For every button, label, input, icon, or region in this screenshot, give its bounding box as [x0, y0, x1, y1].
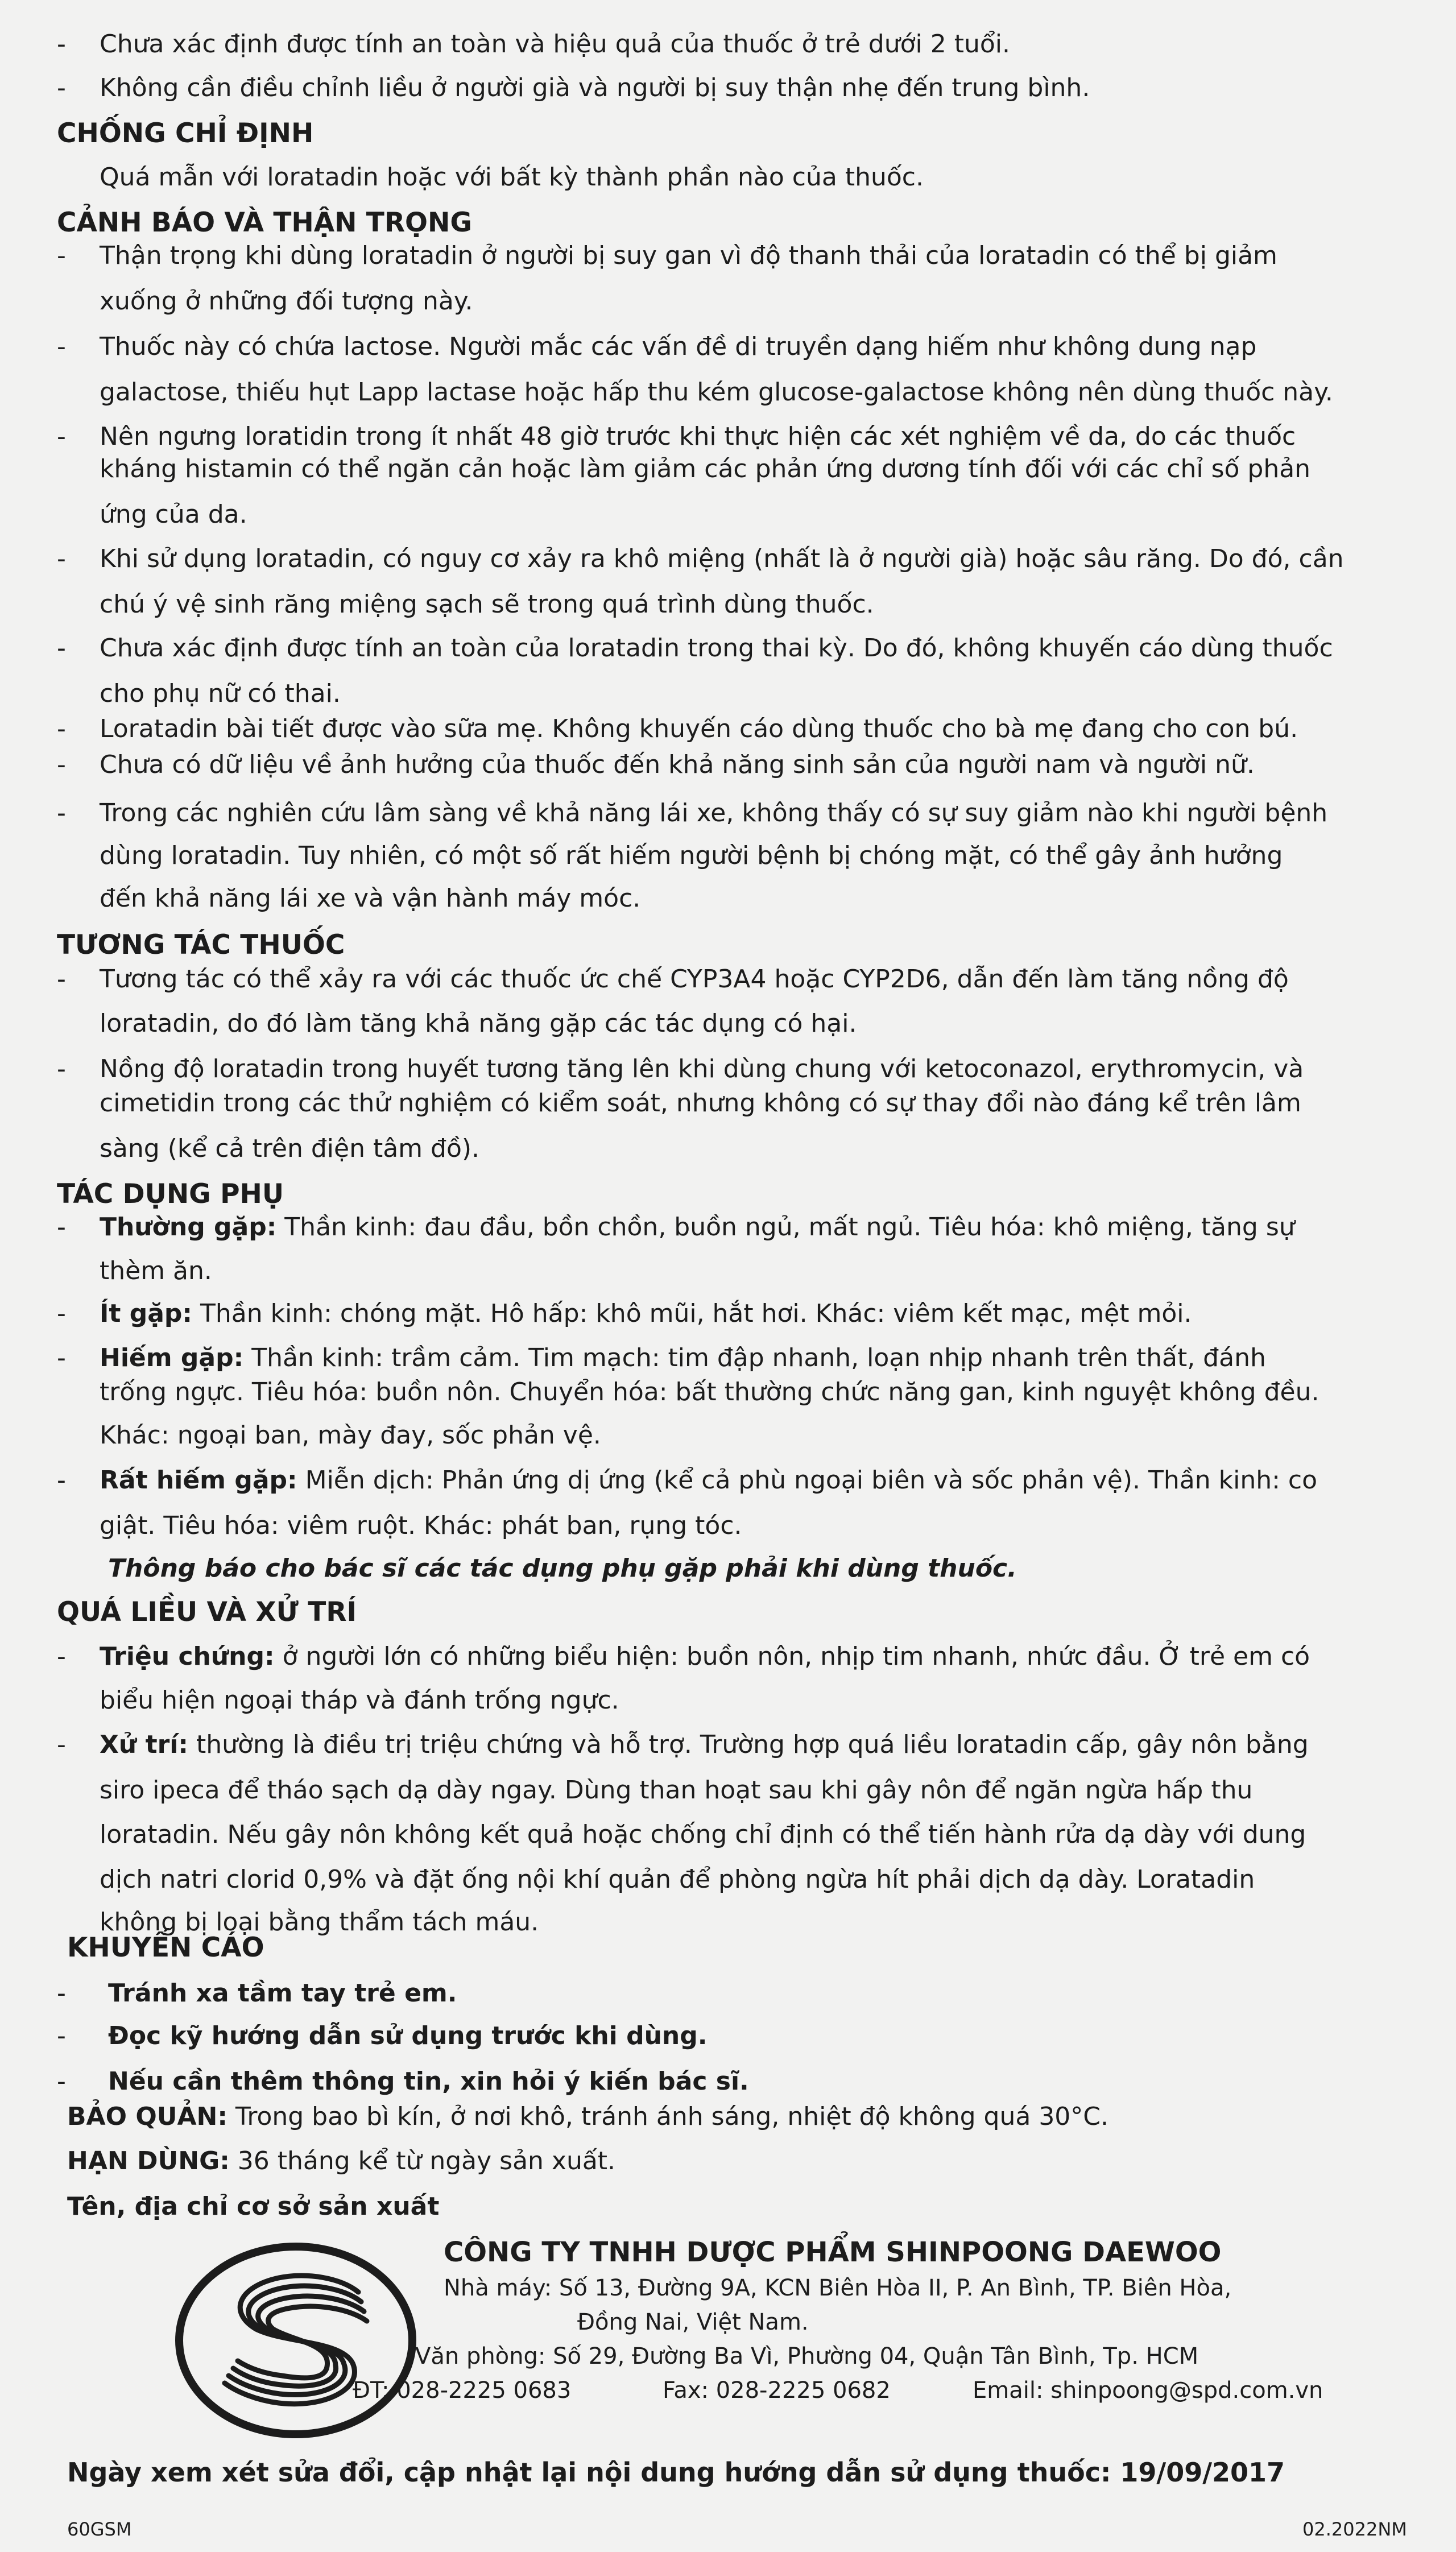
- line-content: Tương tác có thể xảy ra với các thuốc ức chế CYP3A4 hoặc CYP2D6, dẫn đến làm tăng nồng độ: [100, 965, 1289, 994]
- line-text: [100, 330, 1256, 364]
- line-text: [100, 796, 1327, 830]
- line-content: kháng histamin có thể ngăn cản hoặc làm giảm các phản ứng dương tính đối với các chỉ số phản: [100, 454, 1311, 483]
- line-text: [100, 1728, 1309, 1762]
- line-text: [100, 1818, 1306, 1852]
- line-content: không bị loại bằng thẩm tách máu.: [100, 1908, 539, 1937]
- line-text: [100, 420, 1296, 454]
- line-content: chú ý vệ sinh răng miệng sạch sẽ trong quá trình dùng thuốc.: [100, 590, 874, 619]
- line-text: [100, 1375, 1319, 1409]
- line-content: sàng (kể cả trên điện tâm đồ).: [100, 1134, 480, 1163]
- line-content: Khác: ngoại ban, mày đay, sốc phản vệ.: [100, 1421, 601, 1450]
- line-content: Không cần điều chỉnh liều ở người già và người bị suy thận nhẹ đến trung bình.: [100, 73, 1090, 102]
- line-text: [100, 1132, 479, 1166]
- term-label: Triệu chứng:: [100, 1642, 275, 1671]
- bullet-dash: -: [57, 714, 66, 743]
- line-text: [100, 1297, 1192, 1331]
- line-content: dùng loratadin. Tuy nhiên, có một số rất hiếm người bệnh bị chóng mặt, có thể gây ảnh hưởng: [100, 841, 1283, 870]
- factory-address-1: Nhà máy: Số 13, Đường 9A, KCN Biên Hòa II, P. An Bình, TP. Biên Hòa,: [444, 2275, 1232, 2301]
- storage-line: [67, 2100, 1108, 2134]
- line-content: loratadin, do đó làm tăng khả năng gặp các tác dụng có hại.: [100, 1009, 857, 1038]
- bullet-dash: -: [57, 1213, 66, 1242]
- storage-line: [67, 2144, 615, 2178]
- line-text: [100, 542, 1344, 576]
- line-content: cimetidin trong các thử nghiệm có kiểm soát, nhưng không có sự thay đổi nào đáng kể trên lâm: [100, 1089, 1301, 1118]
- bullet-dash: -: [57, 1299, 66, 1328]
- line-content: Chưa xác định được tính an toàn và hiệu quả của thuốc ở trẻ dưới 2 tuổi.: [100, 30, 1010, 59]
- line-text: [100, 631, 1333, 665]
- section-heading: CẢNH BÁO VÀ THẬN TRỌNG: [57, 207, 472, 238]
- line-content: Thần kinh: đau đầu, bồn chồn, buồn ngủ, mất ngủ. Tiêu hóa: khô miệng, tăng sự: [276, 1213, 1295, 1242]
- line-text: [100, 1463, 1317, 1498]
- line-content: Thần kinh: chóng mặt. Hô hấp: khô mũi, hắt hơi. Khác: viêm kết mạc, mệt mỏi.: [192, 1299, 1192, 1328]
- bullet-dash: -: [57, 422, 66, 451]
- line-text: [100, 1418, 601, 1453]
- company-name: CÔNG TY TNHH DƯỢC PHẨM SHINPOONG DAEWOO: [444, 2236, 1222, 2268]
- line-text: [100, 1086, 1301, 1120]
- line-text: [100, 1007, 857, 1041]
- storage-label: BẢO QUẢN:: [67, 2102, 228, 2131]
- line-content: đến khả năng lái xe và vận hành máy móc.: [100, 884, 641, 913]
- line-content: thèm ăn.: [100, 1256, 212, 1285]
- term-label: Rất hiếm gặp:: [100, 1466, 297, 1495]
- line-content: Chưa xác định được tính an toàn của loratadin trong thai kỳ. Do đó, không khuyến cáo dùng thuốc: [100, 634, 1333, 663]
- line-content: ứng của da.: [100, 500, 247, 529]
- bullet-dash: -: [57, 73, 66, 102]
- term-label: Xử trí:: [100, 1730, 188, 1759]
- bullet-dash: -: [57, 965, 66, 994]
- paragraph-text: Quá mẫn với loratadin hoặc với bất kỳ thành phần nào của thuốc.: [100, 163, 924, 192]
- bullet-dash: -: [57, 1642, 66, 1671]
- storage-label: Tên, địa chỉ cơ sở sản xuất: [67, 2192, 440, 2221]
- warning-text: Đọc kỹ hướng dẫn sử dụng trước khi dùng.: [108, 2021, 708, 2050]
- line-content: galactose, thiếu hụt Lapp lactase hoặc hấp thu kém glucose-galactose không nên dùng thuốc này.: [100, 378, 1333, 407]
- line-text: [100, 1210, 1295, 1244]
- bullet-dash: -: [57, 30, 66, 59]
- line-text: [100, 1640, 1310, 1674]
- section-heading: TÁC DỤNG PHỤ: [57, 1178, 284, 1210]
- line-text: [100, 588, 874, 622]
- line-content: loratadin. Nếu gây nôn không kết quả hoặc chống chỉ định có thể tiến hành rửa dạ dày với dung: [100, 1820, 1306, 1849]
- factory-address-2: Đồng Nai, Việt Nam.: [577, 2309, 809, 2335]
- section-heading: TƯƠNG TÁC THUỐC: [57, 929, 345, 961]
- term-label: Thường gặp:: [100, 1213, 277, 1242]
- line-text: [100, 839, 1283, 873]
- bullet-dash: -: [57, 1054, 66, 1083]
- office-address: Văn phòng: Số 29, Đường Ba Vì, Phường 04, Quận Tân Bình, Tp. HCM: [415, 2343, 1199, 2369]
- section-heading: CHỐNG CHỈ ĐỊNH: [57, 118, 314, 149]
- line-text: [100, 284, 473, 319]
- fax-number: Fax: 028-2225 0682: [663, 2377, 891, 2404]
- line-text: [100, 962, 1289, 996]
- term-label: Ít gặp:: [100, 1299, 193, 1328]
- notice-text: Thông báo cho bác sĩ các tác dụng phụ gặp phải khi dùng thuốc.: [108, 1554, 1017, 1583]
- bullet-dash: -: [57, 750, 66, 779]
- storage-value: 36 tháng kể từ ngày sản xuất.: [229, 2146, 616, 2175]
- section-heading: KHUYẾN CÁO: [67, 1932, 264, 1963]
- line-content: trống ngực. Tiêu hóa: buồn nôn. Chuyển hóa: bất thường chức năng gan, kinh nguyệt không đều.: [100, 1378, 1320, 1407]
- line-text: [100, 1863, 1255, 1897]
- line-text: [100, 452, 1310, 486]
- warning-text: Tránh xa tầm tay trẻ em.: [108, 1979, 457, 2008]
- bullet-dash: -: [57, 1466, 66, 1495]
- line-content: Thận trọng khi dùng loratadin ở người bị suy gan vì độ thanh thải của loratadin có thể bị giảm: [100, 241, 1277, 270]
- line-text: [100, 882, 640, 916]
- warning-text: Nếu cần thêm thông tin, xin hỏi ý kiến bác sĩ.: [108, 2067, 749, 2096]
- line-content: Thần kinh: trầm cảm. Tim mạch: tim đập nhanh, loạn nhịp nhanh trên thất, đánh: [243, 1343, 1266, 1372]
- line-text: [100, 677, 341, 711]
- bullet-dash: -: [57, 241, 66, 270]
- section-heading: QUÁ LIỀU VÀ XỬ TRÍ: [57, 1596, 357, 1628]
- storage-label: HẠN DÙNG:: [67, 2146, 230, 2175]
- line-content: thường là điều trị triệu chứng và hỗ trợ. Trường hợp quá liều loratadin cấp, gây nôn bằng: [188, 1730, 1309, 1759]
- line-content: cho phụ nữ có thai.: [100, 679, 341, 708]
- line-content: dịch natri clorid 0,9% và đặt ống nội khí quản để phòng ngừa hít phải dịch dạ dày. Loratadin: [100, 1865, 1255, 1894]
- line-text: [100, 1052, 1304, 1086]
- storage-line: [67, 2190, 439, 2224]
- line-text: [100, 712, 1298, 746]
- bullet-dash: -: [57, 799, 66, 828]
- review-date: Ngày xem xét sửa đổi, cập nhật lại nội dung hướng dẫn sử dụng thuốc: 19/09/2017: [67, 2457, 1285, 2488]
- line-content: ở người lớn có những biểu hiện: buồn nôn, nhịp tim nhanh, nhức đầu. Ở trẻ em có: [274, 1642, 1310, 1671]
- line-content: Trong các nghiên cứu lâm sàng về khả năng lái xe, không thấy có sự suy giảm nào khi người bệnh: [100, 799, 1328, 828]
- line-content: Khi sử dụng loratadin, có nguy cơ xảy ra khô miệng (nhất là ở người già) hoặc sâu răng. Do đó, cần: [100, 544, 1344, 573]
- bullet-dash: -: [57, 544, 66, 573]
- bullet-dash: -: [57, 1343, 66, 1372]
- bullet-dash: -: [57, 2067, 66, 2096]
- line-text: [100, 1509, 742, 1543]
- line-text: [100, 1773, 1252, 1808]
- line-text: [100, 1254, 212, 1288]
- line-text: [100, 1341, 1266, 1375]
- line-text: [100, 498, 247, 532]
- bullet-dash: -: [57, 634, 66, 663]
- bullet-dash: -: [57, 2021, 66, 2050]
- line-content: biểu hiện ngoại tháp và đánh trống ngực.: [100, 1686, 619, 1715]
- line-text: [100, 748, 1255, 782]
- bullet-dash: -: [57, 1979, 66, 2008]
- line-text: [100, 375, 1333, 410]
- storage-value: Trong bao bì kín, ở nơi khô, tránh ánh sáng, nhiệt độ không quá 30°C.: [227, 2102, 1109, 2131]
- paper-code: 60GSM: [67, 2518, 132, 2540]
- bullet-dash: -: [57, 1730, 66, 1759]
- line-content: Miễn dịch: Phản ứng dị ứng (kể cả phù ngoại biên và sốc phản vệ). Thần kinh: co: [297, 1466, 1318, 1495]
- email-address: Email: shinpoong@spd.com.vn: [973, 2377, 1323, 2404]
- line-text: [100, 1684, 619, 1718]
- line-text: [100, 239, 1277, 273]
- line-content: Loratadin bài tiết được vào sữa mẹ. Không khuyến cáo dùng thuốc cho bà mẹ đang cho con bú.: [100, 714, 1298, 743]
- line-text: [100, 27, 1010, 61]
- line-text: [100, 71, 1090, 105]
- bullet-dash: -: [57, 332, 66, 361]
- line-content: Thuốc này có chứa lactose. Người mắc các vấn đề di truyền dạng hiếm như không dung nạp: [100, 332, 1257, 361]
- line-content: giật. Tiêu hóa: viêm ruột. Khác: phát ban, rụng tóc.: [100, 1511, 742, 1540]
- phone-number: ĐT: 028-2225 0683: [353, 2377, 572, 2404]
- print-code: 02.2022NM: [1302, 2518, 1407, 2540]
- line-content: Nồng độ loratadin trong huyết tương tăng lên khi dùng chung với ketoconazol, erythromycin, và: [100, 1054, 1304, 1083]
- shinpoong-logo: [171, 2238, 421, 2443]
- line-content: siro ipeca để tháo sạch dạ dày ngay. Dùng than hoạt sau khi gây nôn để ngăn ngừa hấp thu: [100, 1776, 1253, 1805]
- term-label: Hiếm gặp:: [100, 1343, 244, 1372]
- line-content: Chưa có dữ liệu về ảnh hưởng của thuốc đến khả năng sinh sản của người nam và người nữ.: [100, 750, 1255, 779]
- line-content: xuống ở những đối tượng này.: [100, 287, 473, 316]
- line-content: Nên ngưng loratidin trong ít nhất 48 giờ trước khi thực hiện các xét nghiệm về da, do các thuốc: [100, 422, 1296, 451]
